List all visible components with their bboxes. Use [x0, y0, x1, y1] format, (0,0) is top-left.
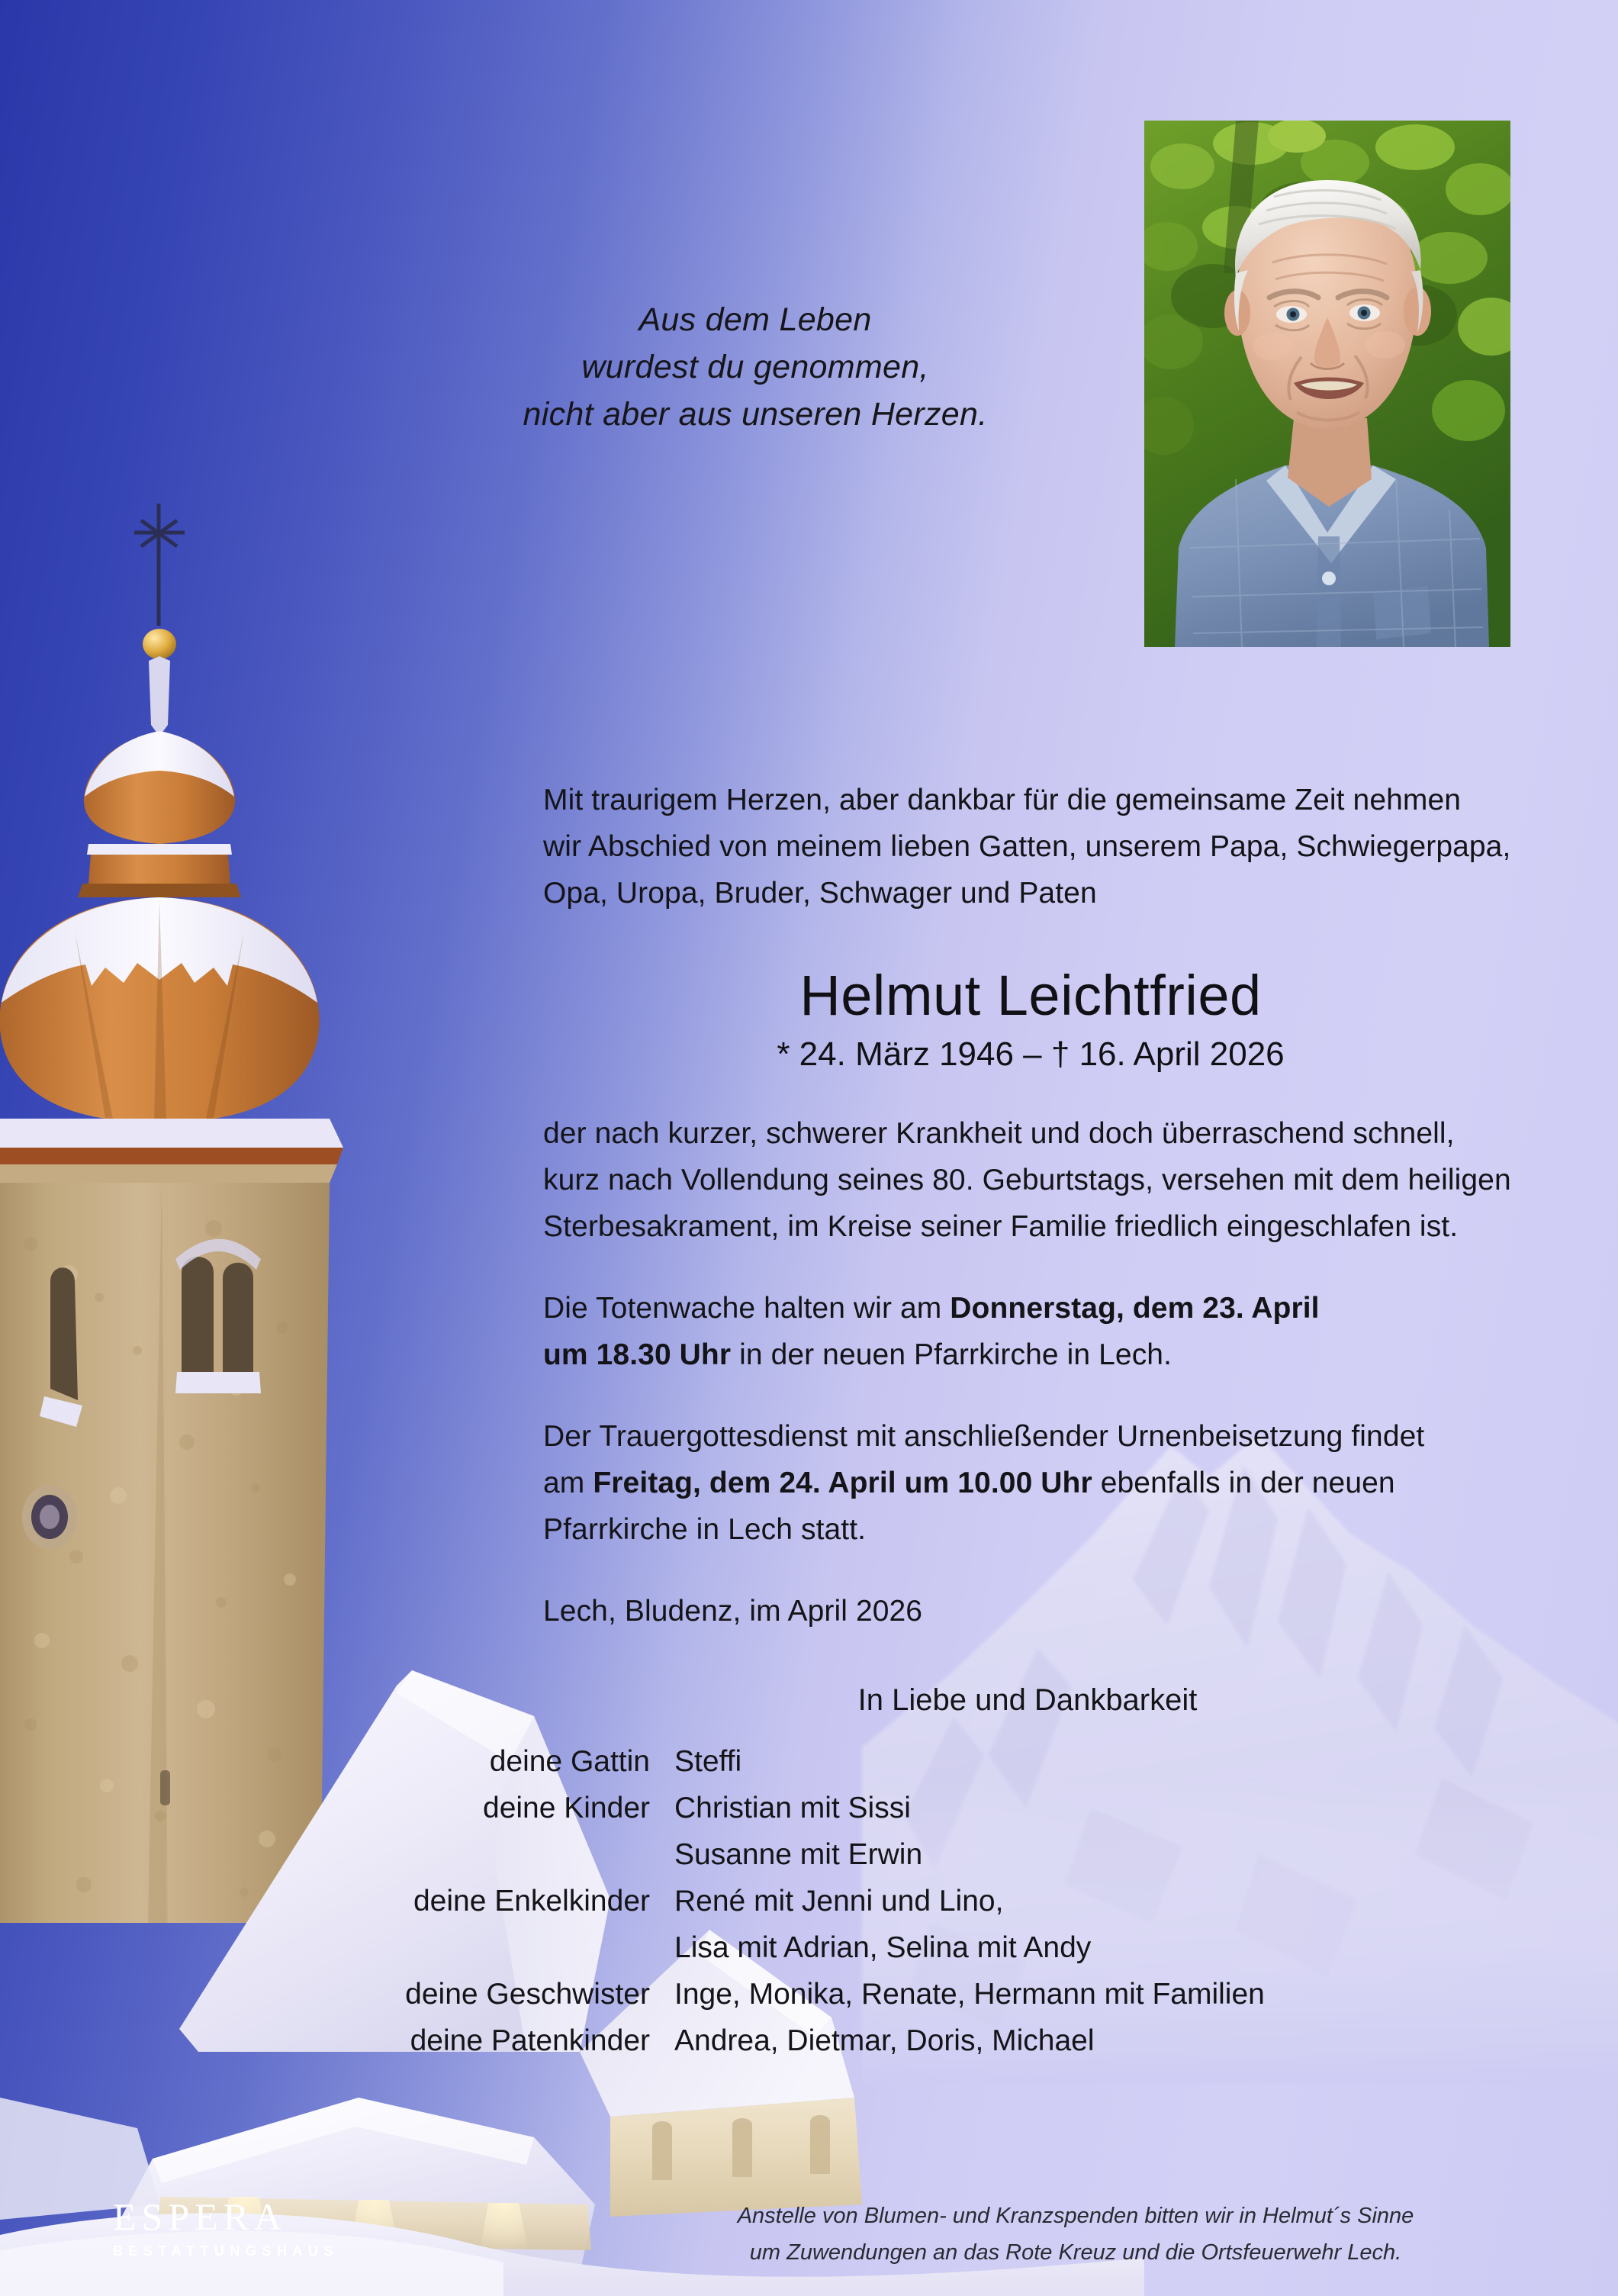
- cross-finial: [134, 504, 185, 626]
- service-pre: am: [543, 1467, 593, 1499]
- intro-line-3: Opa, Uropa, Bruder, Schwager und Paten: [543, 877, 1097, 910]
- deceased-dates: * 24. März 1946 – † 16. April 2026: [777, 1035, 1285, 1073]
- vigil-time: um 18.30 Uhr: [543, 1338, 732, 1371]
- passing-line-1: der nach kurzer, schwerer Krankheit und doch überraschend schnell,: [543, 1117, 1455, 1150]
- logo-tagline: BESTATTUNGSHAUS: [113, 2243, 339, 2259]
- portrait-image: [1144, 121, 1510, 647]
- memorial-poem: [473, 296, 1037, 438]
- intro-line-1: Mit traurigem Herzen, aber dankbar für die gemeinsame Zeit nehmen: [543, 784, 1462, 816]
- poem-line-1: Aus dem Leben: [639, 301, 872, 338]
- service-post: ebenfalls in der neuen: [1092, 1467, 1395, 1499]
- espera-logo: [113, 2196, 339, 2262]
- vigil-pre: Die Totenwache halten wir am: [543, 1292, 951, 1325]
- family-value: Inge, Monika, Renate, Hermann mit Familien: [674, 1978, 1265, 2011]
- service-line-2: [543, 1460, 1535, 1506]
- family-value: Susanne mit Erwin: [674, 1838, 923, 1871]
- vigil-paragraph: [543, 1285, 1535, 1378]
- family-value: Christian mit Sissi: [674, 1792, 911, 1824]
- tower-clock: [22, 1485, 77, 1549]
- family-label: [284, 1831, 650, 1878]
- family-label: deine Gattin: [489, 1745, 650, 1778]
- donation-line-1: Anstelle von Blumen- und Kranzspenden bitten wir in Helmut´s Sinne: [737, 2204, 1414, 2228]
- logo-name: ESPERA: [113, 2195, 288, 2238]
- service-paragraph: [543, 1413, 1535, 1553]
- poem-line-2: wurdest du genommen,: [581, 349, 929, 385]
- family-list: [284, 1738, 1535, 2064]
- closing-line: In Liebe und Dankbarkeit: [857, 1683, 1198, 1717]
- vigil-day: Donnerstag, dem 23. April: [950, 1292, 1320, 1325]
- vigil-post: in der neuen Pfarrkirche in Lech.: [731, 1338, 1172, 1371]
- family-value: Lisa mit Adrian, Selina mit Andy: [674, 1931, 1092, 1964]
- donation-line-2: um Zuwendungen an das Rote Kreuz und die Ortsfeuerwehr Lech.: [749, 2240, 1402, 2265]
- deceased-name: Helmut Leichtfried: [799, 964, 1262, 1027]
- passing-paragraph: [543, 1110, 1535, 1250]
- obituary-text-column: [405, 777, 1535, 2064]
- service-line-1: Der Trauergottesdienst mit anschließender Urnenbeisetzung findet: [543, 1420, 1425, 1453]
- family-value: Steffi: [674, 1745, 742, 1778]
- vigil-line-1: [543, 1285, 1535, 1332]
- intro-line-2: wir Abschied von meinem lieben Gatten, unserem Papa, Schwiegerpapa,: [543, 830, 1511, 863]
- intro-paragraph: [543, 777, 1535, 916]
- poem-line-3: nicht aber aus unseren Herzen.: [523, 396, 988, 433]
- family-value: Andrea, Dietmar, Doris, Michael: [674, 2024, 1095, 2057]
- service-datetime: Freitag, dem 24. April um 10.00 Uhr: [593, 1467, 1092, 1499]
- donation-notice: [656, 2198, 1495, 2271]
- family-value: René mit Jenni und Lino,: [674, 1885, 1004, 1918]
- family-label: deine Patenkinder: [410, 2024, 650, 2057]
- family-label: deine Geschwister: [405, 1978, 650, 2011]
- vigil-line-2: [543, 1332, 1535, 1378]
- family-label: [284, 1924, 650, 1971]
- portrait-photo: [1144, 121, 1510, 647]
- service-line-3: Pfarrkirche in Lech statt.: [543, 1513, 867, 1546]
- passing-line-2: kurz nach Vollendung seines 80. Geburtstags, versehen mit dem heiligen: [543, 1164, 1511, 1196]
- passing-line-3: Sterbesakrament, im Kreise seiner Familie friedlich eingeschlafen ist.: [543, 1210, 1459, 1243]
- place-and-date: Lech, Bludenz, im April 2026: [543, 1595, 923, 1628]
- family-label: deine Kinder: [483, 1792, 650, 1824]
- family-label: deine Enkelkinder: [413, 1885, 650, 1918]
